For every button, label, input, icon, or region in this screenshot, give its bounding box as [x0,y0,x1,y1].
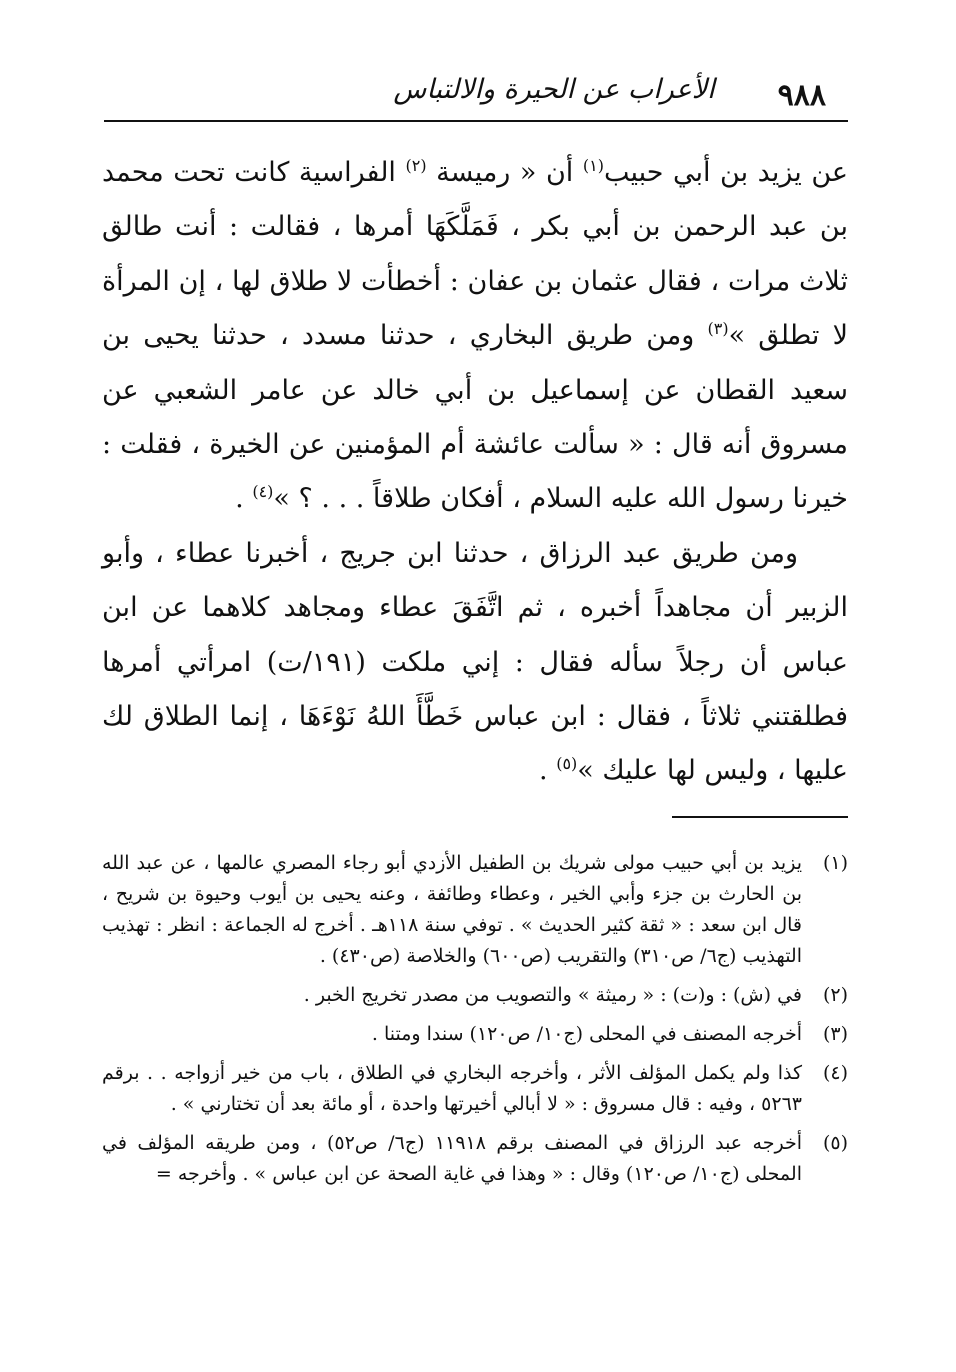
text-run: ومن طريق عبد الرزاق ، حدثنا ابن جريج ، أخبرنا عطاء ، وأبو الزبير أن مجاهداً أخبره ، ثم اتَّفَقَ عطاء ومجاهد كلاهما عن ابن عباس أن رجلاً سأله فقال : إني ملكت (١٩١/ت) امرأتي أمرها فطلقتني ثلاثاً ، فقال : ابن عباس خَطَّأَ اللهُ نَوْءَهَا ، إنما الطلاق لك عليها ، وليس لها عليك » [102,537,848,787]
text-run: الفراسية كانت تحت محمد بن عبد الرحمن بن أبي بكر ، فَمَلَّكَهَا أمرها ، فقالت : أنت طالق ثلاث مرات ، فقال عثمان بن عفان : أخطأت لا طلاق لها ، إن المرأة لا تطلق » [102,157,849,352]
running-title: الأعراب عن الحيرة والالتباس [393,74,715,105]
footnote-3 [102,1019,848,1050]
text-run: . [235,483,253,515]
text-run: عن يزيد بن أبي حبيب [603,157,848,188]
footnote-number: (٢) [822,984,848,1006]
footnote-5 [102,1128,848,1190]
footnote-text: أخرجه المصنف في المحلى (ج١٠/ ص١٢٠) سندا ومتنا . [371,1023,802,1045]
text-run: ومن طريق البخاري ، حدثنا مسدد ، حدثنا يحيى بن سعيد القطان عن إسماعيل بن أبي خالد عن عامر الشعبي عن مسروق أنه قال : « سألت عائشة أم المؤمنين عن الخيرة ، فقلت : خيرنا رسول الله عليه السلام ، أفكان طلاقاً . . . ؟ » [102,320,848,515]
page-header [104,70,848,122]
footnote-ref-5: (٥) [556,754,578,774]
footnote-number: (٤) [822,1062,848,1084]
footnote-ref-1: (١) [582,156,604,175]
footnote-text: أخرجه عبد الرزاق في المصنف برقم ١١٩١٨ (ج٦/ ص٥٢) ، ومن طريقه المؤلف في المحلى (ج١٠/ ص١٢٠) وقال : « وهذا في غاية الصحة عن ابن عباس » . وأخرجه = [102,1132,802,1185]
footnote-text: في (ش) : و(ت) : « رميثة » والتصويب من مصدر تخريج الخبر . [303,984,802,1006]
footnote-separator [672,816,848,818]
main-text [102,146,848,799]
paragraph-1 [102,146,848,527]
footnote-2 [102,980,848,1011]
footnote-ref-3: (٣) [707,319,729,339]
text-run: أن « رميسة [426,157,583,188]
footnote-ref-4: (٤) [252,482,274,502]
page-number: ٩٨٨ [777,78,826,113]
footnote-ref-2: (٢) [405,156,427,175]
footnote-number: (١) [822,852,848,874]
footnote-text: كذا ولم يكمل المؤلف الأثر ، وأخرجه البخاري في الطلاق ، باب من خير أزواجه . . برقم ٥٢٦٣ ، وفيه : قال مسروق : « لا أبالي أخيرتها واحدة ، أو مائة بعد أن تختارني » . [102,1062,802,1115]
footnote-text: يزيد بن أبي حبيب مولى شريك بن الطفيل الأزدي أبو رجاء المصري عالمها ، عن عبد الله بن الحارث بن جزء وأبي الخير ، وعطاء وطائفة ، وعنه يحيى بن أيوب وحيوة بن شريح ، قال ابن سعد : « ثقة كثير الحديث » . توفي سنة ١١٨هـ . أخرج له الجماعة : انظر : تهذيب التهذيب (ج٦/ ص٣١٠) والتقريب (ص٦٠٠) والخلاصة (ص٤٣٠) . [102,852,802,967]
footnote-1 [102,848,848,972]
footnotes [102,848,848,1198]
paragraph-2 [102,527,848,799]
footnote-4 [102,1058,848,1120]
footnote-number: (٣) [822,1023,848,1045]
header-rule [104,120,848,122]
footnote-number: (٥) [822,1132,848,1154]
text-run: . [539,755,557,787]
